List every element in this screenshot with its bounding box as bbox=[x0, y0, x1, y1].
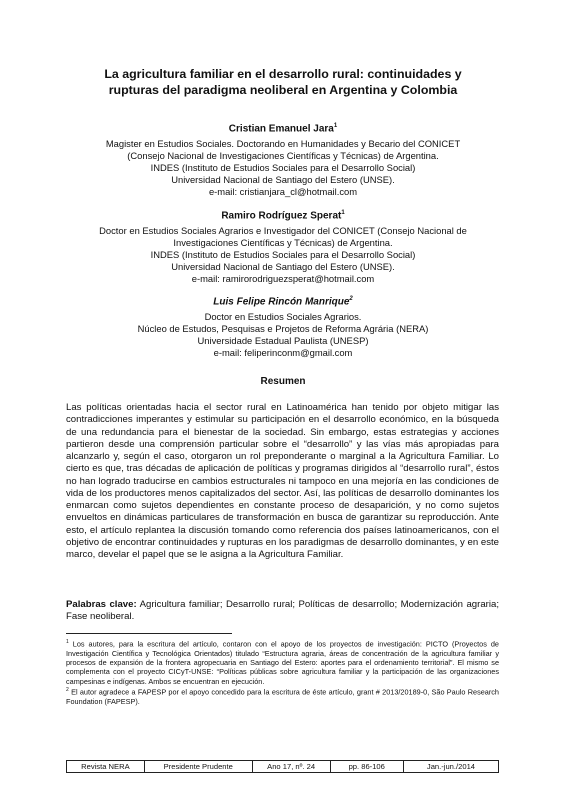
footer-journal: Revista NERA bbox=[67, 761, 145, 773]
author-affiliation-line: INDES (Instituto de Estudios Sociales para el Desarrollo Social) bbox=[150, 161, 416, 173]
footer-row bbox=[67, 761, 499, 773]
footer-date: Jan.-jun./2014 bbox=[403, 761, 498, 773]
footnote-mark: 1 bbox=[341, 210, 345, 216]
footnote-mark: 2 bbox=[349, 296, 353, 302]
author-name: Cristian Emanuel Jara$^1$ bbox=[228, 123, 338, 135]
author-block-1 bbox=[40, 120, 526, 199]
author-affiliation-line: Universidad Nacional de Santiago del Estero (UNSE). bbox=[171, 261, 395, 273]
paper-title bbox=[40, 66, 526, 98]
footnote-rule bbox=[66, 633, 232, 634]
footnotes bbox=[66, 638, 499, 706]
footnote-1 bbox=[66, 638, 499, 686]
author-block-2 bbox=[40, 207, 526, 286]
journal-footer-table bbox=[66, 760, 499, 773]
title-line-2: rupturas del paradigma neoliberal en Argentina y Colombia bbox=[108, 83, 458, 97]
footnote-2 bbox=[66, 686, 499, 706]
author-email: e-mail: cristianjara_cl@hotmail.com bbox=[208, 186, 358, 198]
author-affiliation-line: INDES (Instituto de Estudios Sociales para el Desarrollo Social) bbox=[150, 248, 416, 260]
footer-pages: pp. 86-106 bbox=[330, 761, 403, 773]
footnote-text: Los autores, para la escritura del artículo, contaron con el apoyo de los proyectos de investigación: PICTO (Proyectos de Investigación Científica y Tecnológica Orientados) titulado “Estructura agraria, áreas de concentración de la agricultura familiar y procesos de expansión de la frontera agropecuaria en Santiago del Estero: aportes para el ordenamiento territorial”. El mismo se complementa con el proyecto CICyT-UNSE: “Políticas públicas sobre agricultura familiar y la participación de las organizaciones campesinas e indígenas. Ambos se encuentran en ejecución. bbox=[66, 639, 499, 686]
keywords bbox=[66, 599, 499, 624]
author-affiliation-line: (Consejo Nacional de Investigaciones Científicas y Técnicas) de Argentina. bbox=[127, 149, 439, 161]
title-line-1: La agricultura familiar en el desarrollo rural: continuidades y bbox=[104, 67, 462, 81]
author-email: e-mail: ramirorodriguezsperat@hotmail.com bbox=[191, 273, 375, 285]
author-name: Ramiro Rodríguez Sperat$^1$ bbox=[221, 210, 345, 222]
abstract-heading: Resumen bbox=[260, 376, 306, 387]
author-affiliation-line: Doctor en Estudios Sociales Agrarios. bbox=[204, 310, 362, 322]
author-affiliation-line: Núcleo de Estudos, Pesquisas e Projetos de Reforma Agrária (NERA) bbox=[137, 322, 429, 334]
keywords-label: Palabras clave: bbox=[66, 599, 137, 610]
footnote-text: El autor agradece a FAPESP por el apoyo concedido para la escritura de éste artículo, grant # 2013/20189-0, São Paulo Research Foundation (FAPESP). bbox=[66, 687, 499, 706]
abstract-text: Las políticas orientadas hacia el sector rural en Latinoamérica han tenido por objeto mitigar las contradicciones imperantes y estimular su participación en el desarrollo económico, en la búsqueda de una redundancia para el bienestar de la sociedad. Sin embargo, estas estrategias y acciones partieron desde una comprensión particular sobre el “desarrollo” y las vías más apropiadas para alcanzarlo y, según el caso, otorgaron un rol preponderante o marginal a la Agricultura Familiar. Lo cierto es que, tras décadas de aplicación de políticas y programas dirigidos al “desarrollo rural”, éstos no han logrado traducirse en cambios estructurales ni tampoco en una mejoría en las condiciones de vida de los productores menos capitalizados del sector. Así, las políticas de desarrollo dominantes los enmarcan como sujetos dependientes en constante proceso de desaparición, y no como sujetos envueltos en dinámicas particulares de transformación en busca de garantizar su reproducción. Ante esto, el artículo replantea la discusión tomando como referencia dos países latinoamericanos, con el objetivo de encontrar continuidades y rupturas en los paradigmas de desarrollo dominantes, y en este marco, develar el papel que se le asigna a la Agricultura Familiar. bbox=[66, 402, 499, 560]
author-affiliation-line: Magister en Estudios Sociales. Doctorando en Humanidades y Becario del CONICET bbox=[105, 137, 461, 149]
author-affiliation-line: Universidade Estadual Paulista (UNESP) bbox=[197, 334, 369, 346]
footer-issue: Ano 17, nº. 24 bbox=[252, 761, 330, 773]
keywords-text: Agricultura familiar; Desarrollo rural; Políticas de desarrollo; Modernización agraria; Fase neoliberal. bbox=[66, 599, 499, 623]
author-block-3 bbox=[40, 293, 526, 359]
author-email: e-mail: feliperinconm@gmail.com bbox=[213, 347, 353, 359]
author-affiliation-line: Universidad Nacional de Santiago del Estero (UNSE). bbox=[171, 174, 395, 186]
footnote-mark: 1 bbox=[66, 639, 69, 645]
footnote-mark: 1 bbox=[333, 123, 338, 129]
footnote-mark: 2 bbox=[66, 686, 69, 693]
author-affiliation-line: Doctor en Estudios Sociales Agrarios e Investigador del CONICET (Consejo Nacional de bbox=[99, 224, 467, 236]
footer-city: Presidente Prudente bbox=[144, 761, 252, 773]
author-name: Luis Felipe Rincón Manrique$^2$ bbox=[213, 296, 353, 308]
author-affiliation-line: Investigaciones Científicas y Técnicas) de Argentina. bbox=[173, 236, 393, 248]
